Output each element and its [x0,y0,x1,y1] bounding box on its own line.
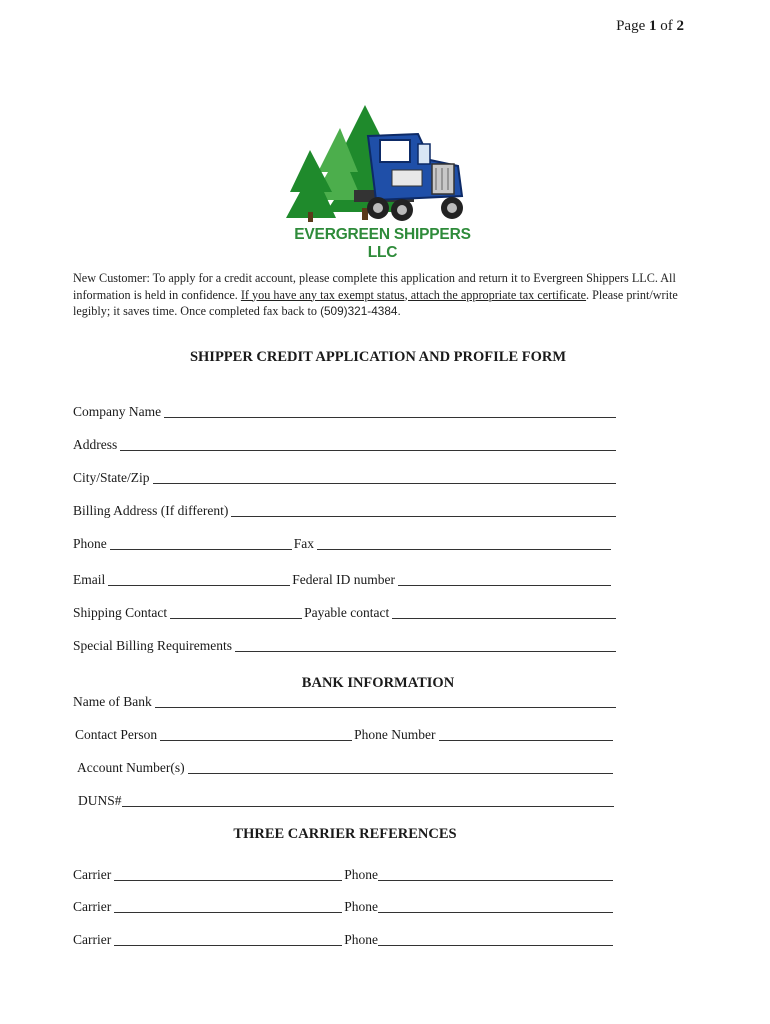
email-field[interactable] [108,573,290,586]
carrier-phone-field[interactable] [378,900,613,913]
city-state-zip-row: City/State/Zip [73,468,618,486]
bank-name-row: Name of Bank [73,692,618,710]
company-name-field[interactable] [164,405,616,418]
tree-truck-logo-icon [280,100,485,226]
carrier-reference-row: Carrier Phone [73,865,615,883]
intro-paragraph: New Customer: To apply for a credit account, please complete this application and return it to Evergreen Shippers LLC. All information is held in confidence. If you have any tax exempt status, attach the appropriate tax certificate. Please print/write legibly; it saves time. Once completed fax back to (509)321-4384. [73,271,678,318]
account-number-row: Account Number(s) [77,758,615,776]
carrier-phone-field[interactable] [378,868,613,881]
carrier-phone-field[interactable] [378,933,613,946]
bank-phone-field[interactable] [439,728,614,741]
fax-field[interactable] [317,537,611,550]
billing-address-field[interactable] [231,504,616,517]
email-federal-id-row: Email Federal ID number [73,570,613,588]
carrier-reference-row: Carrier Phone [73,897,615,915]
phone-field[interactable] [110,537,292,550]
address-row: Address [73,435,618,453]
references-heading: THREE CARRIER REFERENCES [233,826,457,842]
logo-company-name: EVERGREEN SHIPPERS LLC [294,226,471,261]
company-logo [280,100,485,261]
account-number-field[interactable] [188,761,613,774]
bank-heading: BANK INFORMATION [301,675,455,691]
bank-name-field[interactable] [155,695,616,708]
carrier-name-field[interactable] [114,900,342,913]
duns-field[interactable] [122,794,614,807]
contacts-row: Shipping Contact Payable contact [73,603,618,621]
bank-contact-row: Contact Person Phone Number [75,725,615,743]
billing-address-row: Billing Address (If different) [73,501,618,519]
phone-fax-row: Phone Fax [73,534,613,552]
special-billing-field[interactable] [235,639,616,652]
federal-id-field[interactable] [398,573,611,586]
carrier-reference-row: Carrier Phone [73,930,615,948]
carrier-name-field[interactable] [114,868,342,881]
bank-contact-person-field[interactable] [160,728,352,741]
address-field[interactable] [120,438,616,451]
payable-contact-field[interactable] [392,606,616,619]
company-name-row: Company Name [73,402,618,420]
shipping-contact-field[interactable] [170,606,302,619]
form-title: SHIPPER CREDIT APPLICATION AND PROFILE FORM [189,349,567,365]
page-number: Page 1 of 2 [616,18,684,34]
duns-row: DUNS# [78,791,616,809]
city-state-zip-field[interactable] [153,471,617,484]
special-billing-row: Special Billing Requirements [73,636,618,654]
carrier-name-field[interactable] [114,933,342,946]
